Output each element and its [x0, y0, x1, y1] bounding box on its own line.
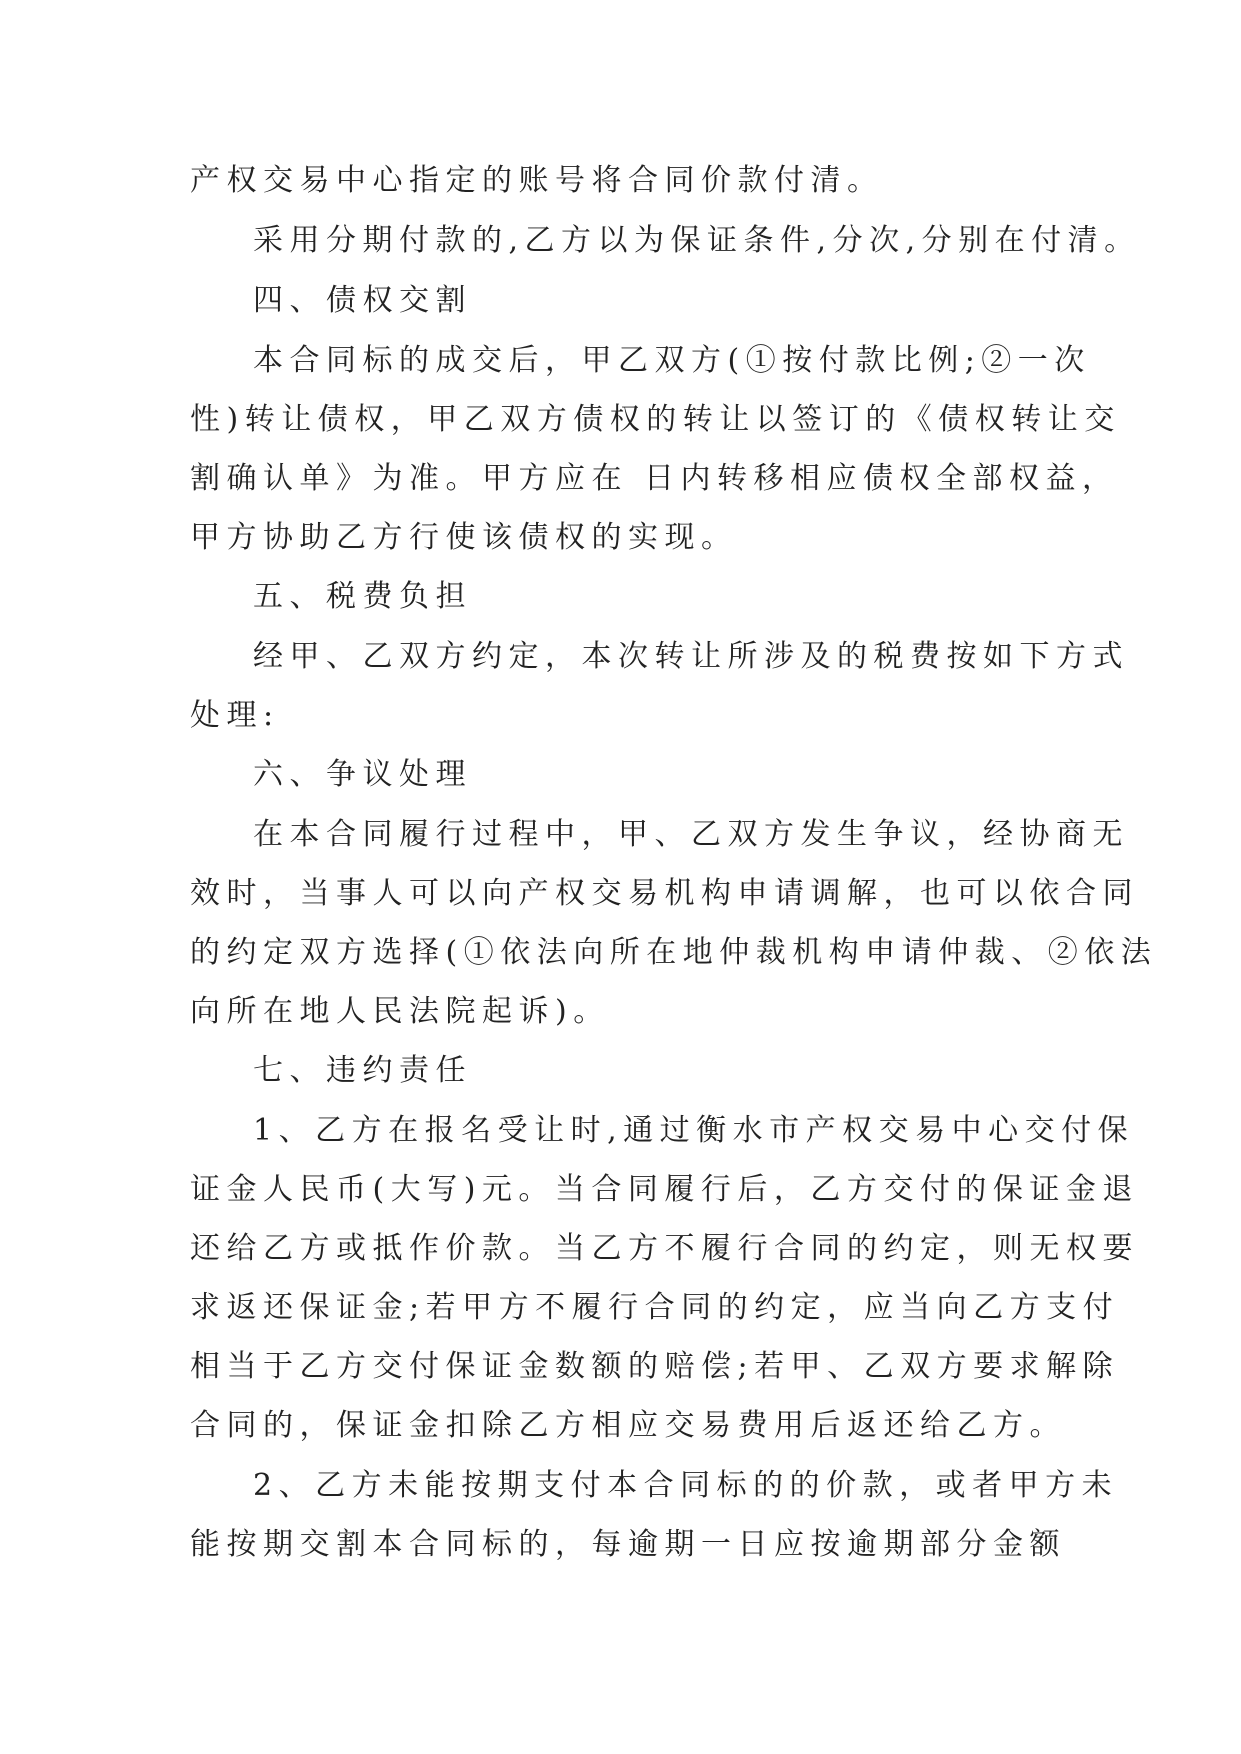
text-line: 的约定双方选择(①依法向所在地仲裁机构申请仲裁、②依法	[190, 935, 1158, 970]
text-line: 向所在地人民法院起诉)。	[190, 994, 610, 1029]
text-line: 处理:	[190, 698, 280, 733]
text-line: 1、乙方在报名受让时,通过衡水市产权交易中心交付保	[253, 1113, 1135, 1148]
section-heading: 四、债权交割	[253, 283, 472, 318]
text-line: 求返还保证金;若甲方不履行合同的约定，应当向乙方支付	[190, 1290, 1120, 1325]
text-line: 2、乙方未能按期支付本合同标的的价款，或者甲方未	[253, 1468, 1119, 1503]
text-line: 采用分期付款的,乙方以为保证条件,分次,分别在付清。	[253, 223, 1141, 258]
text-line: 性)转让债权，甲乙双方债权的转让以签订的《债权转让交	[190, 402, 1121, 437]
text-line: 还给乙方或抵作价款。当乙方不履行合同的约定，则无权要	[190, 1231, 1139, 1266]
section-heading: 五、税费负担	[253, 579, 472, 614]
text-line: 割确认单》为准。甲方应在 日内转移相应债权全部权益，	[190, 461, 1119, 496]
text-line: 证金人民币(大写)元。当合同履行后，乙方交付的保证金退	[190, 1172, 1139, 1207]
text-line: 经甲、乙双方约定，本次转让所涉及的税费按如下方式	[253, 639, 1129, 674]
text-line: 甲方协助乙方行使该债权的实现。	[190, 520, 738, 555]
text-line: 产权交易中心指定的账号将合同价款付清。	[190, 163, 884, 198]
text-line: 本合同标的成交后，甲乙双方(①按付款比例;②一次	[253, 343, 1091, 378]
text-line: 效时，当事人可以向产权交易机构申请调解，也可以依合同	[190, 876, 1139, 911]
text-line: 相当于乙方交付保证金数额的赔偿;若甲、乙双方要求解除	[190, 1349, 1120, 1384]
section-heading: 七、违约责任	[253, 1053, 472, 1088]
section-heading: 六、争议处理	[253, 757, 472, 792]
text-line: 合同的，保证金扣除乙方相应交易费用后返还给乙方。	[190, 1408, 1066, 1443]
text-line: 能按期交割本合同标的，每逾期一日应按逾期部分金额	[190, 1527, 1066, 1562]
text-line: 在本合同履行过程中，甲、乙双方发生争议，经协商无	[253, 817, 1129, 852]
